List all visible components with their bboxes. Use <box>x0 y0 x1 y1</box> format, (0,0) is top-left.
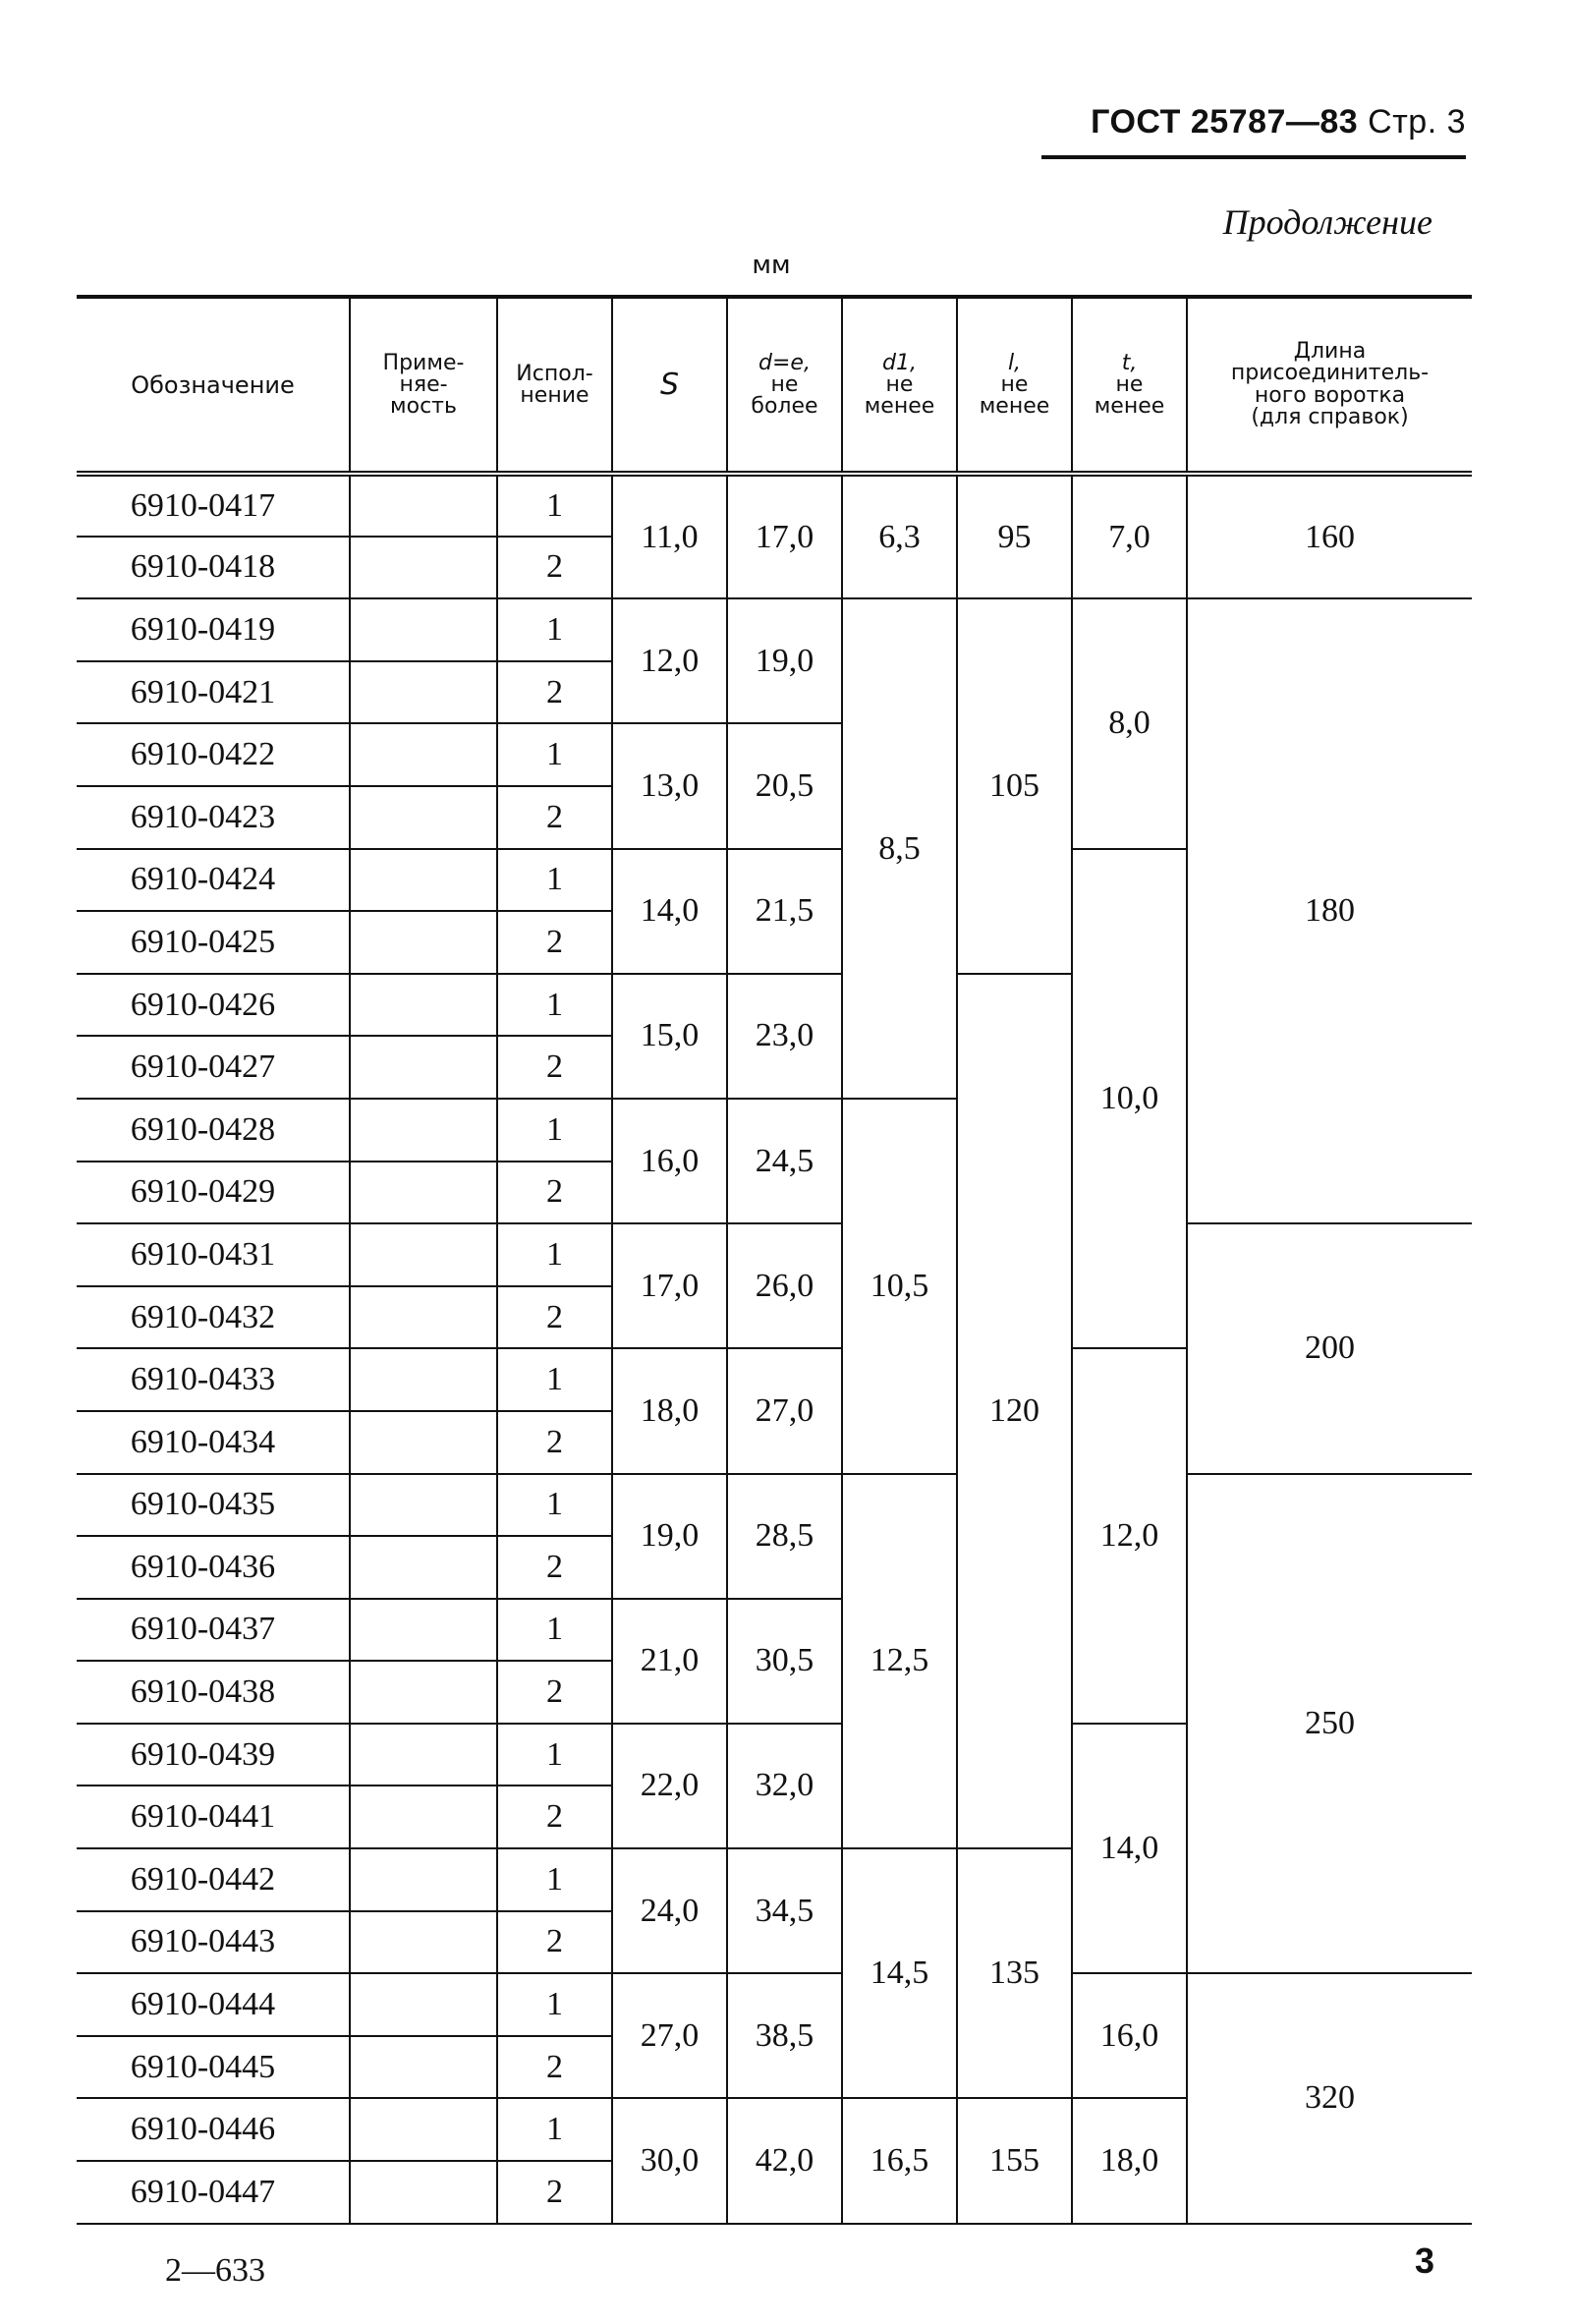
d1-value: 12,5 <box>842 1474 957 1849</box>
designation-cell: 6910-0435 <box>77 1474 350 1537</box>
version-cell: 2 <box>497 1411 612 1474</box>
table-row <box>77 474 1472 537</box>
col-t: t, не менее <box>1072 297 1187 474</box>
table-header <box>77 297 1472 474</box>
s-value: 30,0 <box>612 2098 727 2223</box>
applicability-cell <box>350 598 497 661</box>
applicability-cell <box>350 786 497 849</box>
d-e-value: 21,5 <box>727 849 842 974</box>
designation-cell: 6910-0424 <box>77 849 350 912</box>
applicability-cell <box>350 1411 497 1474</box>
designation-cell: 6910-0422 <box>77 723 350 786</box>
applicability-cell <box>350 1223 497 1286</box>
designation-cell: 6910-0438 <box>77 1661 350 1724</box>
t-value: 16,0 <box>1072 1973 1187 2098</box>
unit-label: мм <box>752 251 791 280</box>
version-cell: 2 <box>497 537 612 599</box>
version-cell: 2 <box>497 661 612 724</box>
d-e-value: 42,0 <box>727 2098 842 2223</box>
applicability-cell <box>350 1661 497 1724</box>
designation-cell: 6910-0444 <box>77 1973 350 2036</box>
col-s: S <box>612 297 727 474</box>
s-value: 15,0 <box>612 974 727 1099</box>
version-cell: 2 <box>497 1536 612 1599</box>
applicability-cell <box>350 974 497 1037</box>
version-cell: 2 <box>497 1911 612 1974</box>
d-e-value: 28,5 <box>727 1474 842 1599</box>
applicability-cell <box>350 849 497 912</box>
s-value: 18,0 <box>612 1348 727 1473</box>
page-label: Стр. 3 <box>1368 103 1466 141</box>
designation-cell: 6910-0445 <box>77 2036 350 2099</box>
version-cell: 1 <box>497 1599 612 1662</box>
s-value: 11,0 <box>612 474 727 598</box>
s-value: 21,0 <box>612 1599 727 1724</box>
designation-cell: 6910-0436 <box>77 1536 350 1599</box>
d-e-value: 24,5 <box>727 1099 842 1223</box>
version-cell: 1 <box>497 1348 612 1411</box>
t-value: 7,0 <box>1072 474 1187 598</box>
version-cell: 1 <box>497 849 612 912</box>
designation-cell: 6910-0419 <box>77 598 350 661</box>
col-d1: d1, не менее <box>842 297 957 474</box>
table-row <box>77 598 1472 661</box>
d-e-value: 20,5 <box>727 723 842 848</box>
d1-value: 14,5 <box>842 1848 957 2098</box>
applicability-cell <box>350 723 497 786</box>
designation-cell: 6910-0437 <box>77 1599 350 1662</box>
applicability-cell <box>350 1848 497 1911</box>
applicability-cell <box>350 2098 497 2161</box>
applicability-cell <box>350 1973 497 2036</box>
l-value: 120 <box>957 974 1072 1848</box>
table-row <box>77 1973 1472 2036</box>
designation-cell: 6910-0447 <box>77 2161 350 2224</box>
s-value: 27,0 <box>612 1973 727 2098</box>
version-cell: 2 <box>497 2161 612 2224</box>
designation-cell: 6910-0417 <box>77 474 350 537</box>
col-l: l, не менее <box>957 297 1072 474</box>
wrench-length-value: 320 <box>1187 1973 1472 2223</box>
standard-number: ГОСТ 25787—83 <box>1091 103 1359 141</box>
designation-cell: 6910-0421 <box>77 661 350 724</box>
table-row <box>77 1223 1472 1286</box>
designation-cell: 6910-0418 <box>77 537 350 599</box>
version-cell: 2 <box>497 1162 612 1224</box>
version-cell: 2 <box>497 1661 612 1724</box>
applicability-cell <box>350 1911 497 1974</box>
version-cell: 1 <box>497 2098 612 2161</box>
d-e-value: 26,0 <box>727 1223 842 1348</box>
d-e-value: 17,0 <box>727 474 842 598</box>
applicability-cell <box>350 1474 497 1537</box>
applicability-cell <box>350 1536 497 1599</box>
s-value: 24,0 <box>612 1848 727 1973</box>
l-value: 105 <box>957 598 1072 974</box>
s-value: 16,0 <box>612 1099 727 1223</box>
version-cell: 2 <box>497 1786 612 1848</box>
s-value: 12,0 <box>612 598 727 723</box>
designation-cell: 6910-0431 <box>77 1223 350 1286</box>
s-value: 13,0 <box>612 723 727 848</box>
applicability-cell <box>350 537 497 599</box>
designation-cell: 6910-0425 <box>77 911 350 974</box>
d-e-value: 38,5 <box>727 1973 842 2098</box>
designation-cell: 6910-0427 <box>77 1036 350 1099</box>
s-value: 17,0 <box>612 1223 727 1348</box>
l-value: 95 <box>957 474 1072 598</box>
designation-cell: 6910-0432 <box>77 1286 350 1349</box>
version-cell: 1 <box>497 1099 612 1162</box>
version-cell: 1 <box>497 1223 612 1286</box>
applicability-cell <box>350 1162 497 1224</box>
d1-value: 10,5 <box>842 1099 957 1474</box>
version-cell: 1 <box>497 1474 612 1537</box>
s-value: 22,0 <box>612 1724 727 1848</box>
applicability-cell <box>350 1099 497 1162</box>
version-cell: 2 <box>497 786 612 849</box>
version-cell: 2 <box>497 1286 612 1349</box>
applicability-cell <box>350 911 497 974</box>
d-e-value: 23,0 <box>727 974 842 1099</box>
version-cell: 1 <box>497 474 612 537</box>
applicability-cell <box>350 1286 497 1349</box>
footer-code: 2—633 <box>165 2252 265 2289</box>
designation-cell: 6910-0433 <box>77 1348 350 1411</box>
t-value: 14,0 <box>1072 1724 1187 1973</box>
designation-cell: 6910-0441 <box>77 1786 350 1848</box>
designation-cell: 6910-0428 <box>77 1099 350 1162</box>
applicability-cell <box>350 1786 497 1848</box>
continuation-label: Продолжение <box>1222 202 1432 242</box>
applicability-cell <box>350 1036 497 1099</box>
applicability-cell <box>350 1348 497 1411</box>
applicability-cell <box>350 1724 497 1786</box>
d-e-value: 34,5 <box>727 1848 842 1973</box>
col-version: Испол- нение <box>497 297 612 474</box>
version-cell: 1 <box>497 1724 612 1786</box>
table-row <box>77 1474 1472 1537</box>
s-value: 14,0 <box>612 849 727 974</box>
wrench-length-value: 180 <box>1187 598 1472 1223</box>
col-wrench-length: Длина присоединитель- ного воротка (для справок) <box>1187 297 1472 474</box>
applicability-cell <box>350 2036 497 2099</box>
version-cell: 2 <box>497 1036 612 1099</box>
wrench-length-value: 160 <box>1187 474 1472 598</box>
designation-cell: 6910-0426 <box>77 974 350 1037</box>
designation-cell: 6910-0434 <box>77 1411 350 1474</box>
version-cell: 1 <box>497 598 612 661</box>
d-e-value: 32,0 <box>727 1724 842 1848</box>
col-d-e: d=e, не более <box>727 297 842 474</box>
version-cell: 1 <box>497 1973 612 2036</box>
spec-table <box>77 295 1472 2225</box>
version-cell: 1 <box>497 1848 612 1911</box>
applicability-cell <box>350 1599 497 1662</box>
l-value: 155 <box>957 2098 1072 2223</box>
d-e-value: 27,0 <box>727 1348 842 1473</box>
t-value: 10,0 <box>1072 849 1187 1349</box>
version-cell: 1 <box>497 723 612 786</box>
wrench-length-value: 200 <box>1187 1223 1472 1473</box>
d-e-value: 19,0 <box>727 598 842 723</box>
designation-cell: 6910-0443 <box>77 1911 350 1974</box>
table-body <box>77 474 1472 2224</box>
l-value: 135 <box>957 1848 1072 2098</box>
version-cell: 1 <box>497 974 612 1037</box>
d1-value: 6,3 <box>842 474 957 598</box>
t-value: 8,0 <box>1072 598 1187 848</box>
d-e-value: 30,5 <box>727 1599 842 1724</box>
wrench-length-value: 250 <box>1187 1474 1472 1974</box>
t-value: 18,0 <box>1072 2098 1187 2223</box>
designation-cell: 6910-0423 <box>77 786 350 849</box>
applicability-cell <box>350 474 497 537</box>
col-designation: Обозначение <box>131 370 295 399</box>
version-cell: 2 <box>497 2036 612 2099</box>
header-rule <box>1041 155 1466 159</box>
col-applicability: Приме- няе- мость <box>350 297 497 474</box>
designation-cell: 6910-0439 <box>77 1724 350 1786</box>
d1-value: 8,5 <box>842 598 957 1099</box>
version-cell: 2 <box>497 911 612 974</box>
s-value: 19,0 <box>612 1474 727 1599</box>
d1-value: 16,5 <box>842 2098 957 2223</box>
page-header <box>982 103 1466 142</box>
designation-cell: 6910-0429 <box>77 1162 350 1224</box>
applicability-cell <box>350 661 497 724</box>
designation-cell: 6910-0442 <box>77 1848 350 1911</box>
applicability-cell <box>350 2161 497 2224</box>
page-number: 3 <box>1415 2240 1435 2281</box>
designation-cell: 6910-0446 <box>77 2098 350 2161</box>
t-value: 12,0 <box>1072 1348 1187 1724</box>
